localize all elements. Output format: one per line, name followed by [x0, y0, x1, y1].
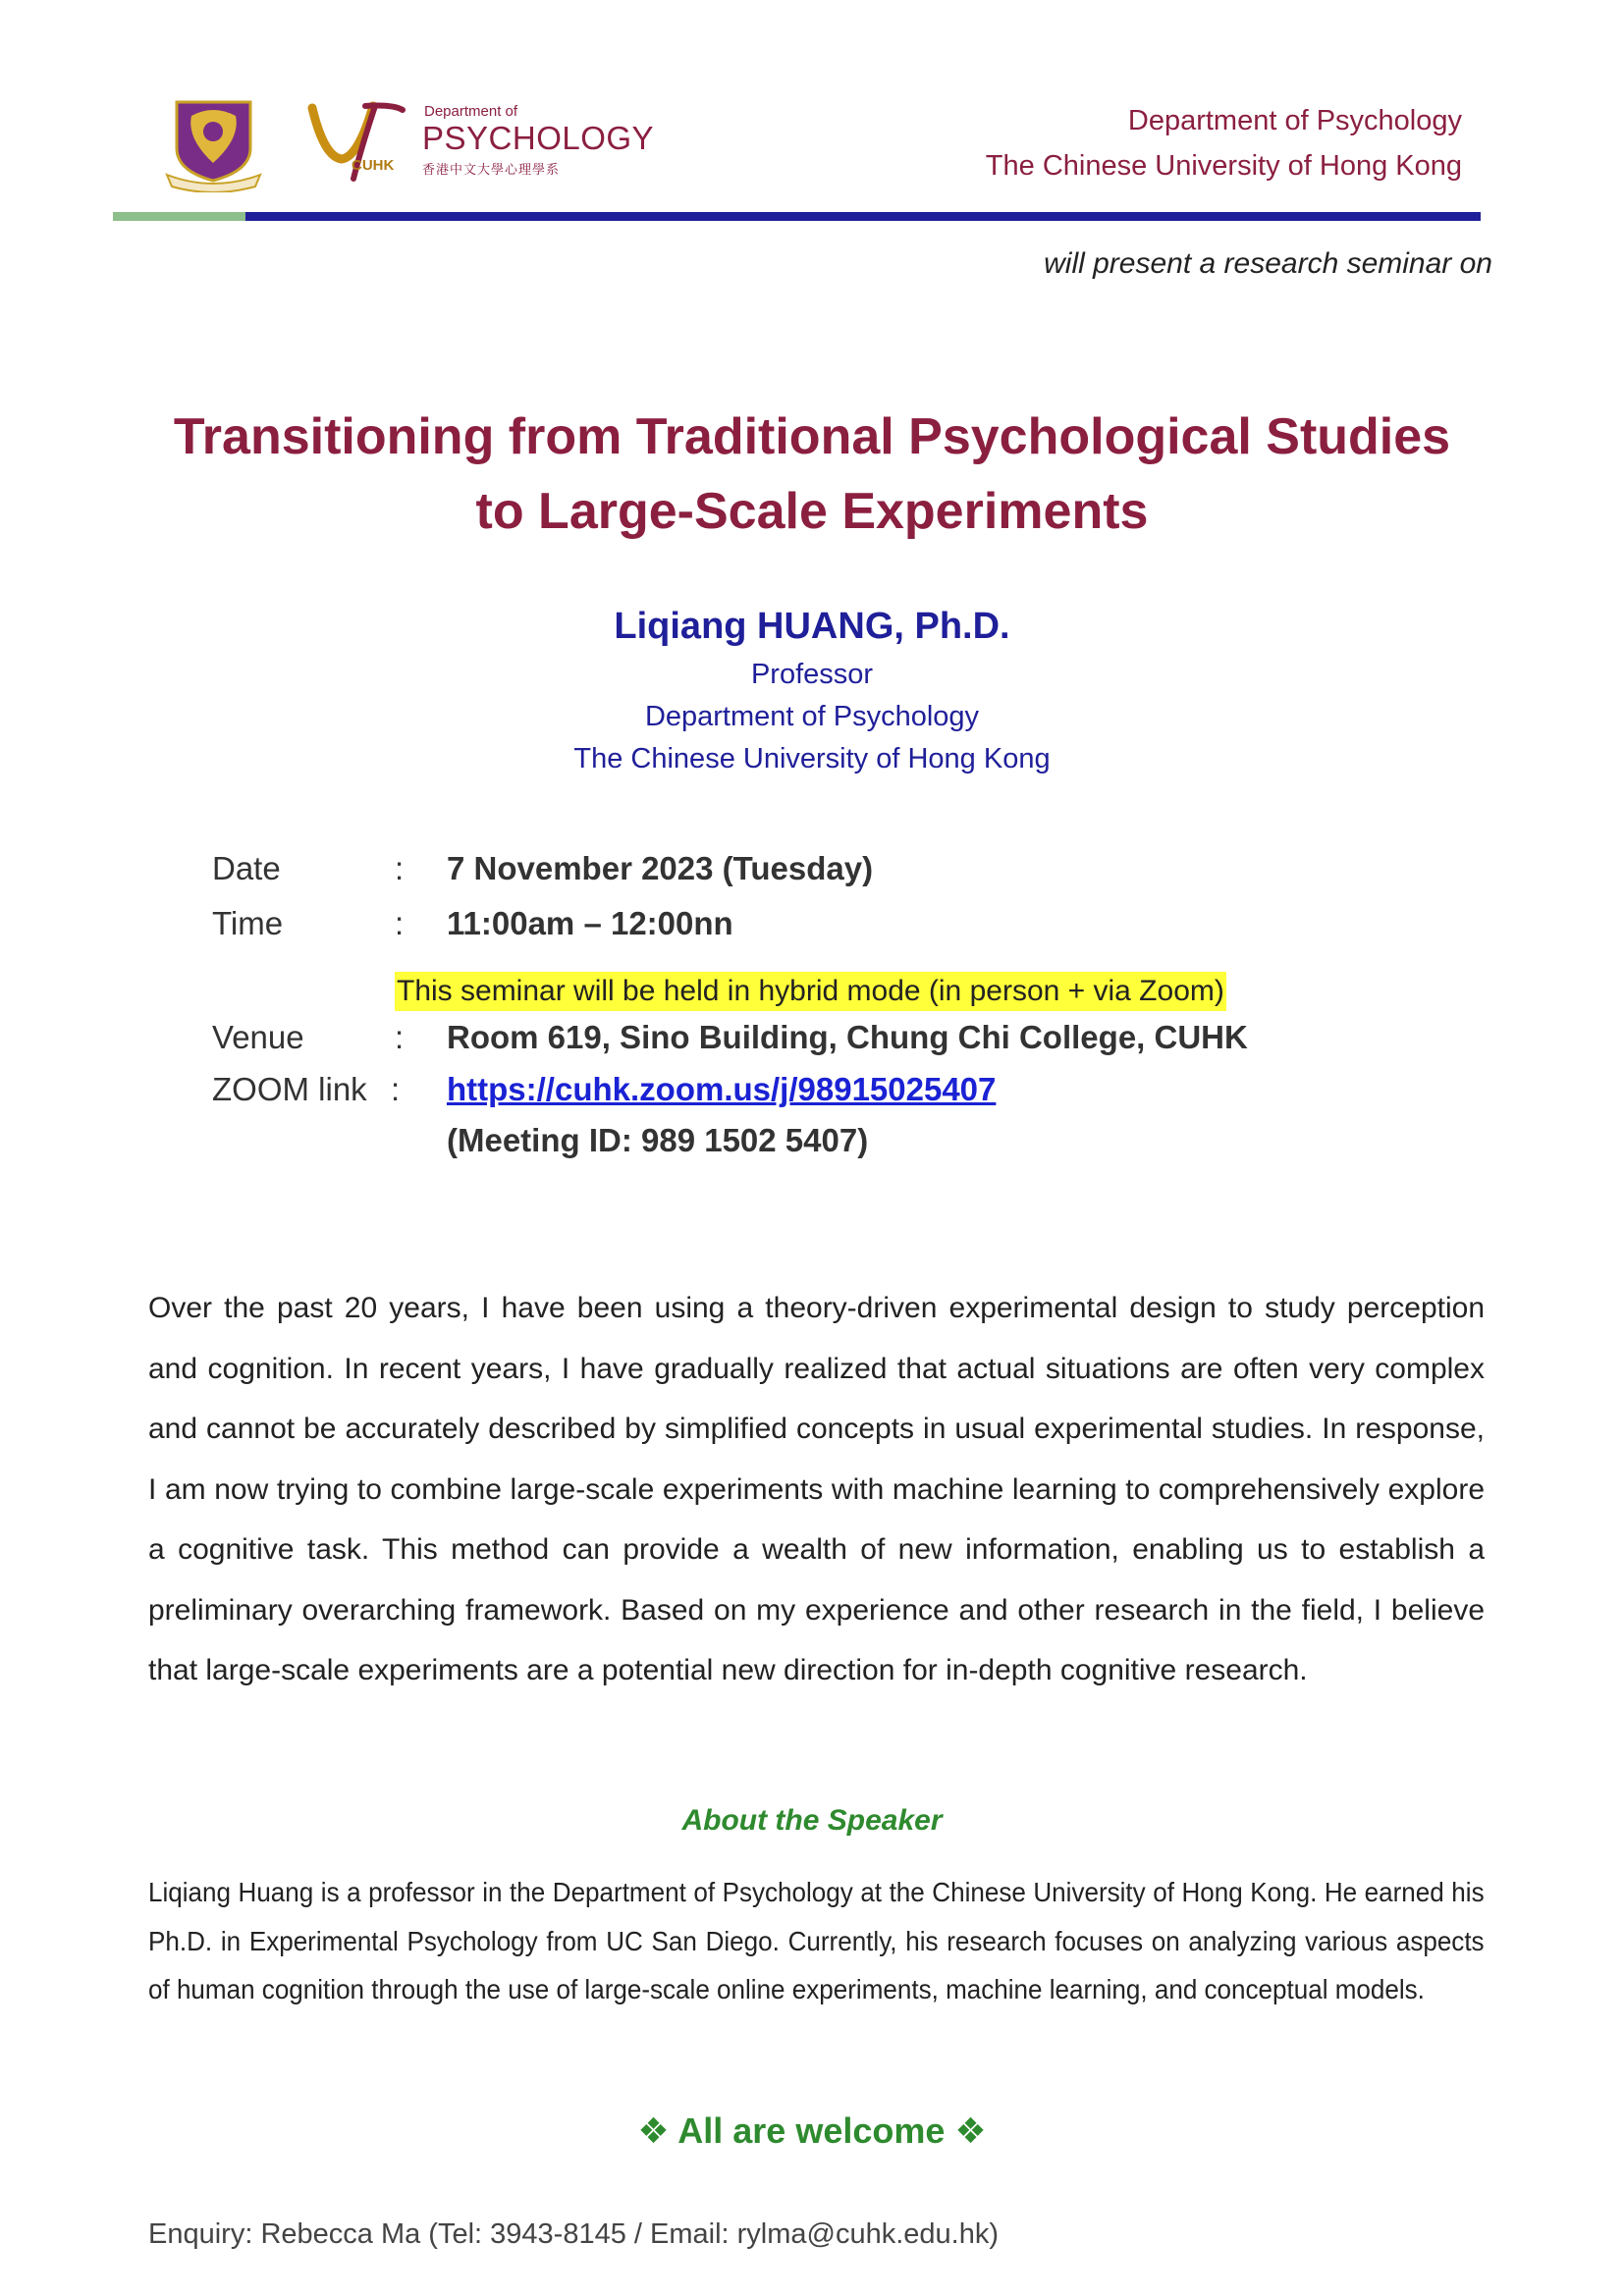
hybrid-mode-note: This seminar will be held in hybrid mode (in person + via Zoom)	[395, 972, 1226, 1011]
logo-cuhk-text: CUHK	[352, 157, 395, 174]
header-rule-blue	[245, 212, 1481, 221]
seminar-title-line2: to Large-Scale Experiments	[475, 483, 1149, 540]
time-colon: :	[395, 905, 405, 941]
logo-chinese-text: 香港中文大學心理學系	[422, 162, 561, 177]
header-rule-green	[113, 212, 245, 221]
logo-department-of: Department of	[424, 103, 518, 120]
time-value: 11:00am – 12:00nn	[447, 905, 733, 941]
header-dept-line1: Department of Psychology	[1127, 105, 1462, 136]
abstract-text: Over the past 20 years, I have been using a theory-driven experimental design to study perception and cognition. In recent years, I have gradually realized that actual situations are often very complex and cannot be accurately described by simplified concepts in usual experimental studies. In response, I am now trying to combine large-scale experiments with machine learning to comprehensively explore a cognitive task. This method can provide a wealth of new information, enabling us to establish a preliminary overarching framework. Based on my experience and other research in the field, I believe that large-scale experiments are a potential new direction for in-depth cognitive research.	[148, 1292, 1485, 1686]
enquiry-contact: Enquiry: Rebecca Ma (Tel: 3943-8145 / Email: rylma@cuhk.edu.hk)	[148, 2218, 999, 2250]
speaker-bio: Liqiang Huang is a professor in the Department of Psychology at the Chinese University of Hong Kong. He earned his Ph.D. in Experimental Psychology from UC San Diego. Currently, his research focuses on analyzing various aspects of human cognition through the use of large-scale online experiments, machine learning, and conceptual models.	[148, 1877, 1485, 2004]
meeting-id: (Meeting ID: 989 1502 5407)	[447, 1122, 869, 1158]
about-speaker-heading: About the Speaker	[681, 1804, 943, 1837]
header-dept-line2: The Chinese University of Hong Kong	[985, 150, 1462, 182]
date-label: Date	[212, 850, 281, 886]
venue-colon: :	[395, 1019, 405, 1055]
zoom-colon: :	[391, 1071, 401, 1107]
speaker-position: Professor	[750, 659, 874, 690]
date-colon: :	[395, 850, 405, 886]
venue-label: Venue	[212, 1019, 304, 1055]
header-department	[986, 98, 1462, 188]
logo-psychology-text: PSYCHOLOGY	[422, 120, 655, 156]
venue-value: Room 619, Sino Building, Chung Chi College, CUHK	[447, 1019, 1248, 1055]
speaker-name: Liqiang HUANG, Ph.D.	[614, 606, 1010, 647]
time-label: Time	[212, 905, 284, 941]
all-welcome: ❖ All are welcome ❖	[637, 2110, 987, 2151]
speaker-department: Department of Psychology	[644, 701, 980, 732]
date-value: 7 November 2023 (Tuesday)	[447, 850, 874, 886]
present-note: will present a research seminar on	[1044, 247, 1492, 280]
seminar-title	[0, 400, 1624, 549]
speaker-university: The Chinese University of Hong Kong	[573, 743, 1051, 774]
zoom-label: ZOOM link	[212, 1071, 367, 1107]
seminar-title-line1: Transitioning from Traditional Psychological Studies	[173, 408, 1451, 465]
zoom-link[interactable]: https://cuhk.zoom.us/j/98915025407	[447, 1071, 997, 1107]
cuhk-seal-logo	[162, 94, 265, 192]
speaker-block	[0, 599, 1624, 780]
